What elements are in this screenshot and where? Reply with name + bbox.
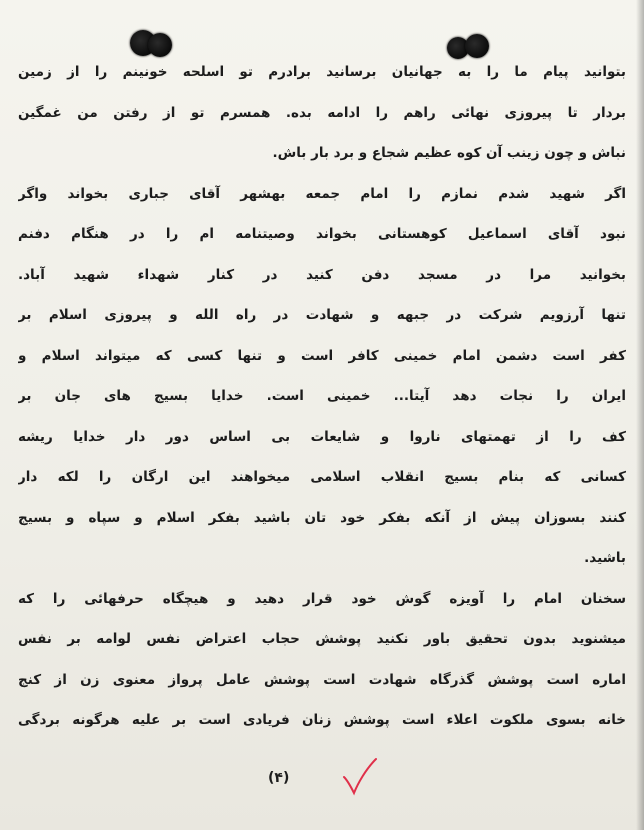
scan-edge-shadow: [636, 0, 644, 830]
text-line: کنند بسوزان پیش از آنکه بفکر خود تان باشید بفکر اسلام و سپاه و بسیج: [18, 509, 626, 526]
text-line: میشنوید بدون تحقیق باور نکنید پوشش حجاب اعتراض نفس لوامه بر نفس: [18, 631, 626, 647]
text-line: بتوانید پیام ما را به جهانیان برسانید برادرم تو اسلحه خونینم را از زمین: [18, 64, 626, 80]
text-line: سخنان امام را آویزه گوش خود قرار دهید و هیچگاه حرفهائی را که: [18, 590, 626, 607]
text-line: بردار تا پیروزی نهائی راهم را ادامه بده. همسرم تو از رفتن من غمگین: [18, 104, 626, 121]
text-line: باشید.: [584, 550, 626, 566]
text-line: تنها آرزویم شرکت در جبهه و شهادت در راه الله و پیروزی اسلام بر: [18, 307, 626, 323]
text-line: نبود آقای اسماعیل کوهستانی بخواند وصیتنامه ام را در هنگام دفنم: [18, 226, 626, 242]
checkmark-icon: [340, 755, 380, 799]
text-line: کفر است دشمن امام خمینی کافر است و تنها کسی که میتواند اسلام و: [18, 347, 626, 364]
text-line: بخوانید مرا در مسجد دفن کنید در کنار شهداء شهید آباد.: [18, 266, 626, 283]
text-line: اگر شهید شدم نمازم را امام جمعه بهشهر آقای جباری بخواند واگر: [18, 185, 626, 202]
text-line: نباش و چون زینب آن کوه عظیم شجاع و برد بار باش.: [272, 145, 626, 161]
handwritten-will-text: [18, 52, 626, 741]
text-line: اماره است پوشش گذرگاه شهادت است پوشش عامل پرواز معنوی زن از کنج: [18, 671, 626, 688]
text-line: خانه بسوی ملکوت اعلاء است پوشش زنان فریادی است بر علیه هرگونه بردگی: [18, 712, 626, 728]
text-line: کف را از تهمتهای ناروا و شایعات بی اساس دور دار خدایا ریشه: [18, 428, 626, 445]
page-number: (۴): [268, 770, 290, 786]
text-line: کسانی که بنام بسیج انقلاب اسلامی میخواهند این ارگان را لکه دار: [18, 469, 626, 485]
text-line: ایران را نجات دهد آیتا... خمینی است. خدایا بسیج های جان بر: [18, 388, 626, 404]
